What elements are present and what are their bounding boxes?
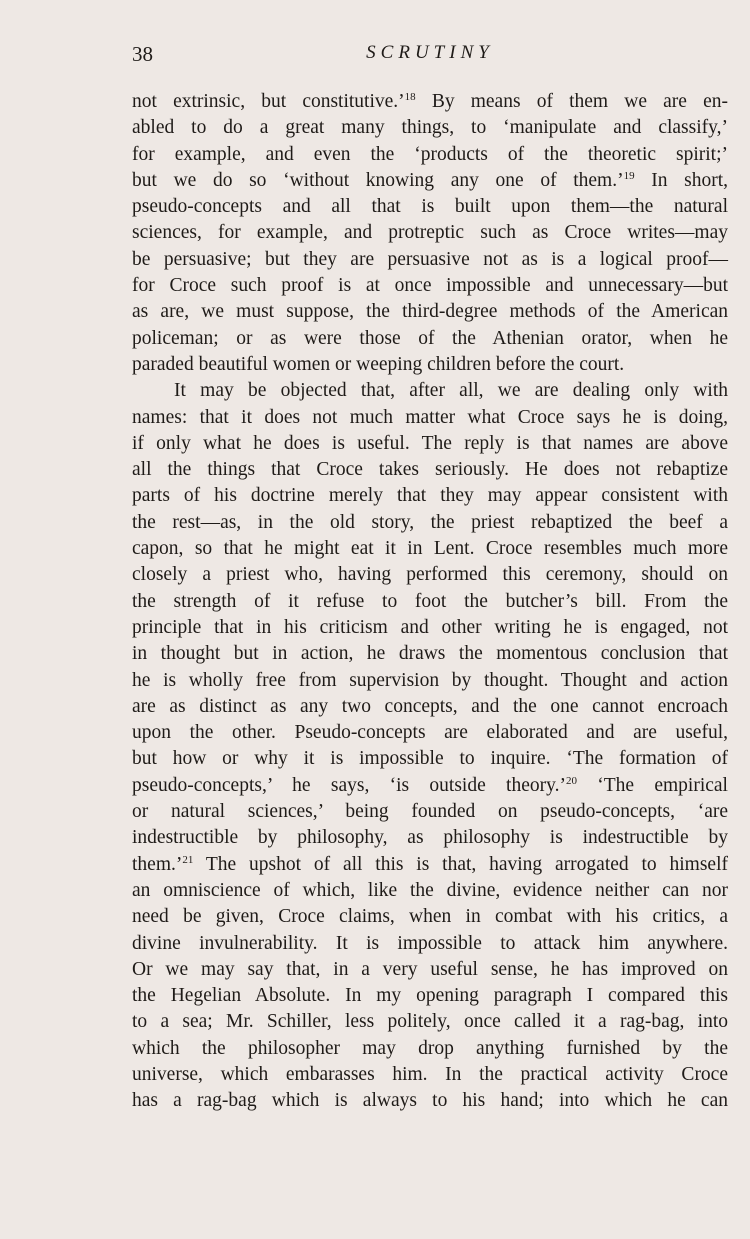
text-line: paraded beautiful women or weeping children before the court. bbox=[132, 353, 625, 375]
text-line: universe, which embarasses him. In the practical activity Croce bbox=[132, 1063, 728, 1085]
text-line: the rest—as, in the old story, the priest rebaptized the beef a bbox=[132, 511, 728, 533]
text-line: has a rag-bag which is always to his hand; into which he can bbox=[132, 1090, 728, 1112]
text-line: to a sea; Mr. Schiller, less politely, once called it a rag-bag, into bbox=[132, 1011, 728, 1033]
text-line: principle that in his criticism and other writing he is engaged, not bbox=[132, 616, 728, 638]
text-line: an omniscience of which, like the divine, evidence neither can nor bbox=[132, 879, 728, 901]
text-line: are as distinct as any two concepts, and the one cannot encroach bbox=[132, 695, 728, 717]
text-line: policeman; or as were those of the Athenian orator, when he bbox=[132, 327, 728, 349]
text-line: not extrinsic, but constitutive.’$^{18}$ By means of them we are en- bbox=[132, 91, 728, 112]
page-header bbox=[132, 42, 728, 68]
text-line: be persuasive; but they are persuasive not as is a logical proof— bbox=[132, 248, 728, 270]
text-line: pseudo-concepts,’ he says, ‘is outside theory.’$^{20}$ ‘The empirical bbox=[132, 774, 728, 796]
page-number: 38 bbox=[132, 42, 153, 66]
text-line: all the things that Croce takes seriously. He does not rebaptize bbox=[132, 459, 728, 481]
text-line: indestructible by philosophy, as philosophy is indestructible by bbox=[132, 827, 728, 849]
paragraph bbox=[132, 378, 728, 1114]
text-line: for Croce such proof is at once impossible and unnecessary—but bbox=[132, 275, 728, 297]
text-line: abled to do a great many things, to ‘manipulate and classify,’ bbox=[132, 117, 728, 139]
text-line: for example, and even the ‘products of the theoretic spirit;’ bbox=[132, 143, 728, 165]
text-line: them.’$^{21}$ The upshot of all this is that, having arrogated to himself bbox=[132, 853, 728, 875]
text-line: if only what he does is useful. The reply is that names are above bbox=[132, 432, 728, 454]
text-line: or natural sciences,’ being founded on pseudo-concepts, ‘are bbox=[132, 801, 728, 823]
text-line: Or we may say that, in a very useful sense, he has improved on bbox=[132, 958, 728, 980]
text-line: It may be objected that, after all, we are dealing only with bbox=[174, 380, 728, 402]
text-line: capon, so that he might eat it in Lent. Croce resembles much more bbox=[132, 538, 728, 560]
text-line: sciences, for example, and protreptic such as Croce writes—may bbox=[132, 222, 728, 244]
text-line: which the philosopher may drop anything furnished by the bbox=[132, 1037, 728, 1059]
text-line: closely a priest who, having performed this ceremony, should on bbox=[132, 564, 728, 586]
text-line: names: that it does not much matter what Croce says he is doing, bbox=[132, 406, 728, 428]
text-line: upon the other. Pseudo-concepts are elaborated and are useful, bbox=[132, 722, 728, 744]
body-text bbox=[132, 89, 728, 1115]
text-line: but how or why it is impossible to inquire. ‘The formation of bbox=[132, 748, 728, 770]
text-line: pseudo-concepts and all that is built upon them—the natural bbox=[132, 196, 728, 218]
text-line: he is wholly free from supervision by thought. Thought and action bbox=[132, 669, 728, 691]
text-line: the strength of it refuse to foot the butcher’s bill. From the bbox=[132, 590, 728, 612]
text-line: but we do so ‘without knowing any one of them.’$^{19}$ In short, bbox=[132, 169, 728, 191]
text-line: divine invulnerability. It is impossible to attack him anywhere. bbox=[132, 932, 728, 954]
text-line: the Hegelian Absolute. In my opening paragraph I compared this bbox=[132, 985, 728, 1007]
text-line: in thought but in action, he draws the momentous conclusion that bbox=[132, 643, 728, 665]
running-head: SCRUTINY bbox=[366, 42, 494, 63]
paragraph bbox=[132, 89, 728, 378]
text-line: need be given, Croce claims, when in combat with his critics, a bbox=[132, 906, 728, 928]
text-line: as are, we must suppose, the third-degree methods of the American bbox=[132, 301, 728, 323]
text-line: parts of his doctrine merely that they may appear consistent with bbox=[132, 485, 728, 507]
